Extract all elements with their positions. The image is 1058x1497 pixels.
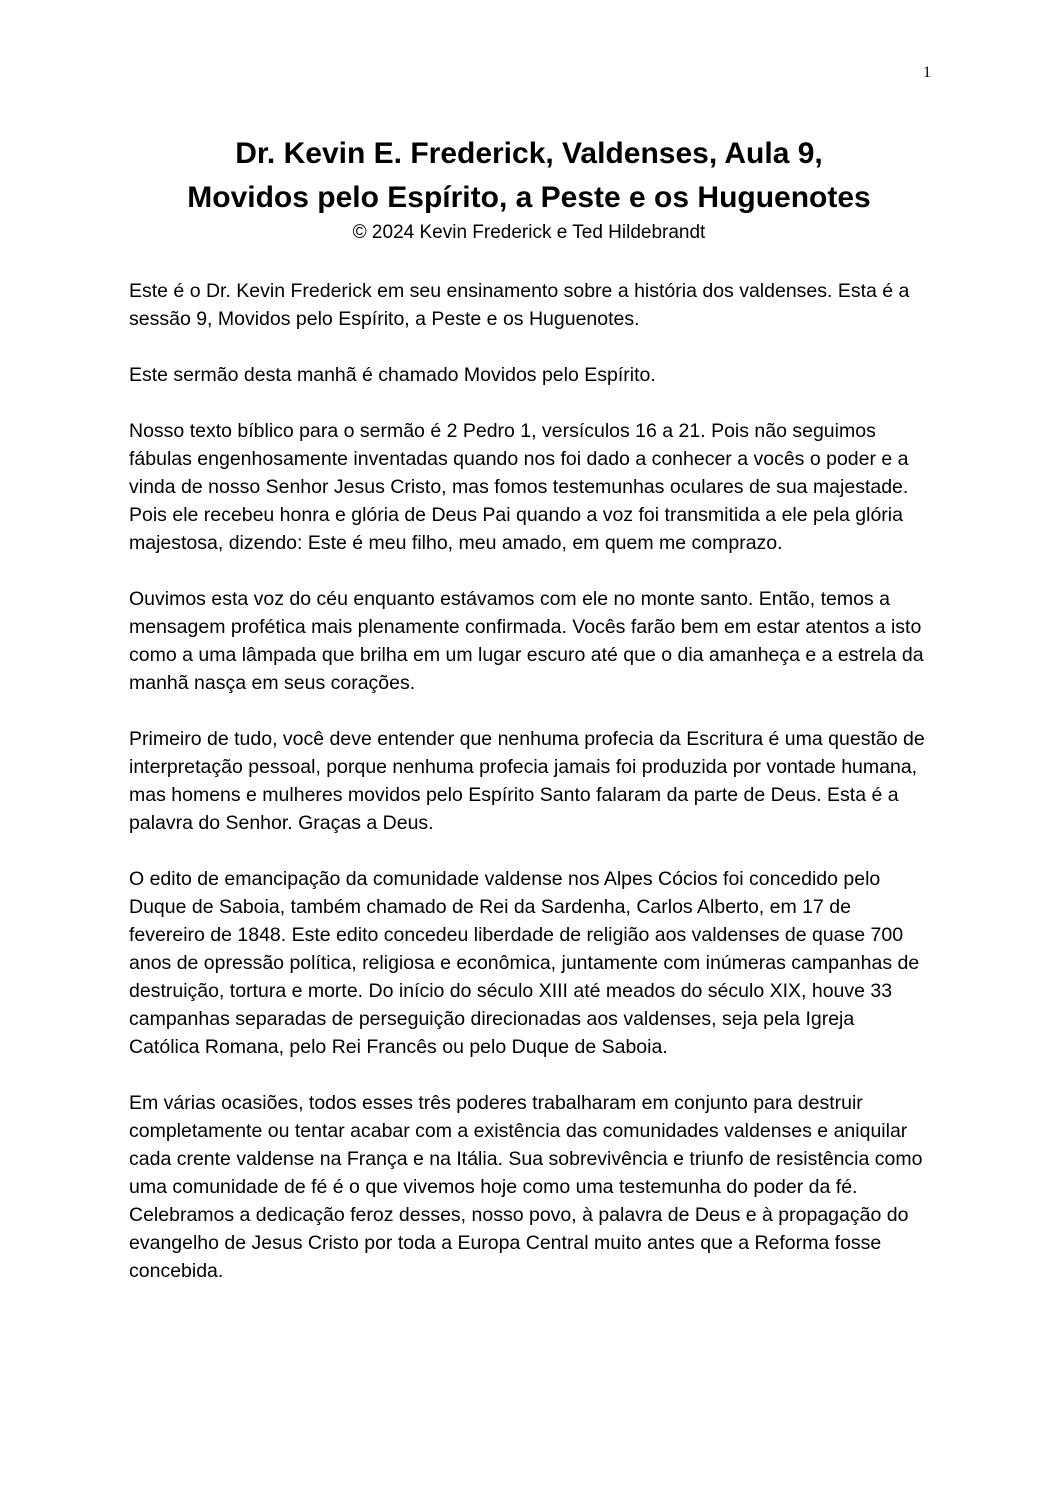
paragraph-7: Em várias ocasiões, todos esses três poderes trabalharam em conjunto para destruir completamente ou tentar acabar com a existência das comunidades valdenses e aniquilar cada crente valdense na França e na Itália. Sua sobrevivência e triunfo de resistência como uma comunidade de fé é o que vivemos hoje como uma testemunha do poder da fé. Celebramos a dedicação feroz desses, nosso povo, à palavra de Deus e à propagação do evangelho de Jesus Cristo por toda a Europa Central muito antes que a Reforma fosse concebida. (129, 1092, 923, 1282)
title-line-1: Dr. Kevin E. Frederick, Valdenses, Aula 9, (235, 137, 823, 170)
paragraph-3: Nosso texto bíblico para o sermão é 2 Pedro 1, versículos 16 a 21. Pois não seguimos fábulas engenhosamente inventadas quando nos foi dado a conhecer a vocês o poder e a vinda de nosso Senhor Jesus Cristo, mas fomos testemunhas oculares de sua majestade. Pois ele recebeu honra e glória de Deus Pai quando a voz foi transmitida a ele pela glória majestosa, dizendo: Este é meu filho, meu amado, em quem me comprazo. (129, 420, 909, 554)
document-title (0, 132, 1058, 220)
copyright-line: © 2024 Kevin Frederick e Ted Hildebrandt (352, 222, 706, 243)
paragraph-5: Primeiro de tudo, você deve entender que nenhuma profecia da Escritura é uma questão de interpretação pessoal, porque nenhuma profecia jamais foi produzida por vontade humana, mas homens e mulheres movidos pelo Espírito Santo falaram da parte de Deus. Esta é a palavra do Senhor. Graças a Deus. (129, 728, 925, 834)
title-line-2: Movidos pelo Espírito, a Peste e os Huguenotes (187, 181, 871, 214)
paragraph-1: Este é o Dr. Kevin Frederick em seu ensinamento sobre a história dos valdenses. Esta é a sessão 9, Movidos pelo Espírito, a Peste e os Huguenotes. (129, 280, 910, 330)
paragraph-2: Este sermão desta manhã é chamado Movidos pelo Espírito. (129, 364, 656, 386)
paragraph-4: Ouvimos esta voz do céu enquanto estávamos com ele no monte santo. Então, temos a mensagem profética mais plenamente confirmada. Vocês farão bem em estar atentos a isto como a uma lâmpada que brilha em um lugar escuro até que o dia amanheça e a estrela da manhã nasça em seus corações. (129, 588, 924, 694)
document-body (129, 277, 929, 1313)
paragraph-6: O edito de emancipação da comunidade valdense nos Alpes Cócios foi concedido pelo Duque de Saboia, também chamado de Rei da Sardenha, Carlos Alberto, em 17 de fevereiro de 1848. Este edito concedeu liberdade de religião aos valdenses de quase 700 anos de opressão política, religiosa e econômica, juntamente com inúmeras campanhas de destruição, tortura e morte. Do início do século XIII até meados do século XIX, houve 33 campanhas separadas de perseguição direcionadas aos valdenses, seja pela Igreja Católica Romana, pelo Rei Francês ou pelo Duque de Saboia. (129, 868, 920, 1058)
document-header (0, 132, 1058, 246)
page-number: 1 (923, 64, 931, 81)
